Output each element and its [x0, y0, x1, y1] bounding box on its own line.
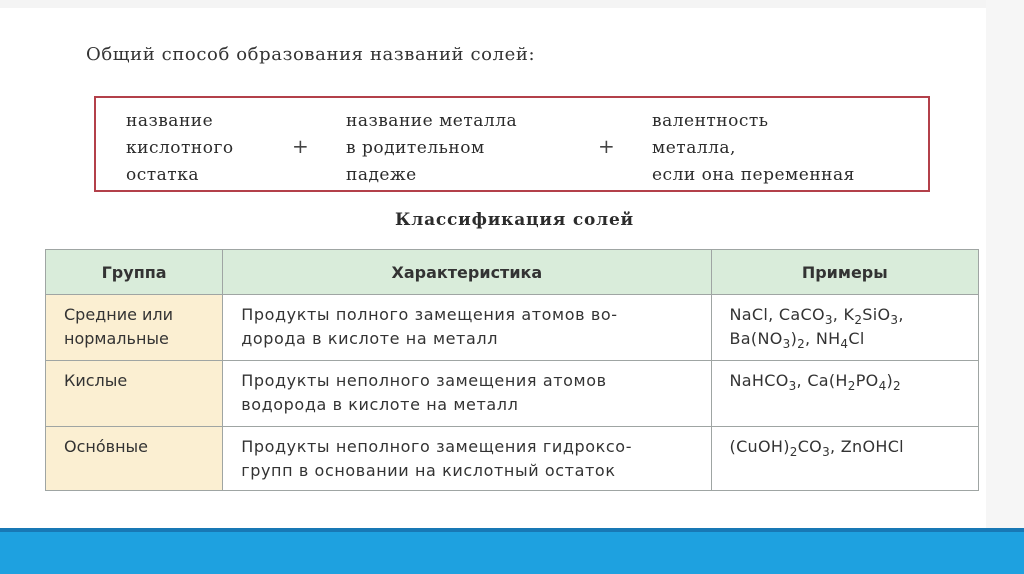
cell-line: Продукты полного замещения атомов во- [241, 305, 618, 324]
subscript: 3 [824, 313, 833, 327]
cell-line: групп в основании на кислотный остаток [241, 461, 616, 480]
cell-line: нормальные [64, 329, 169, 348]
examples-cell [711, 427, 978, 491]
subscript: 2 [854, 313, 863, 327]
formula-line: $(CuOH)_2CO_3$, ZnOHCl [729, 437, 904, 459]
formula-text: остатка [126, 165, 199, 185]
formula-text: название металла [346, 111, 518, 131]
cell-line: Продукты неполного замещения атомов [241, 371, 607, 390]
formula-text: если она переменная [652, 165, 855, 185]
formula-text: название [126, 111, 214, 131]
description-cell [223, 427, 711, 491]
cell-line: водорода в кислоте на металл [241, 395, 519, 414]
plus-sign: + [598, 134, 615, 158]
subscript: 2 [789, 445, 798, 459]
table-title: Классификация солей [395, 210, 634, 230]
cell-line: дорода в кислоте на металл [241, 329, 499, 348]
table-row [46, 295, 979, 361]
column-header-characteristic: Характеристика [223, 250, 711, 295]
column-header-examples: Примеры [711, 250, 978, 295]
cell-line: Средние или [64, 305, 174, 324]
page-heading: Общий способ образования названий солей: [86, 44, 536, 65]
table-header-row [46, 250, 979, 295]
subscript: 3 [890, 313, 899, 327]
subscript: 3 [782, 337, 791, 351]
formula-part-acid-residue [126, 108, 234, 189]
group-cell [46, 361, 223, 427]
subscript: 3 [822, 445, 831, 459]
table-row [46, 427, 979, 491]
formula-box [94, 96, 930, 192]
top-edge [0, 0, 1024, 8]
formula-line: $Ba(NO_3)_2$, $NH_4Cl$ [729, 329, 865, 351]
formula-text: металла, [652, 138, 736, 158]
table-row [46, 361, 979, 427]
description-cell [223, 361, 711, 427]
subscript: 2 [797, 337, 806, 351]
right-edge [986, 0, 1024, 532]
subscript: 3 [788, 379, 797, 393]
formula-part-valence [652, 108, 855, 189]
formula-text: кислотного [126, 138, 234, 158]
subscript: 4 [878, 379, 887, 393]
cell-line: Осно́вные [64, 437, 149, 456]
salts-classification-table [45, 249, 979, 491]
cell-line: Кислые [64, 371, 128, 390]
group-cell [46, 295, 223, 361]
formula-line: NaHCO$_3$, $Ca(H_2PO_4)_2$ [729, 371, 901, 393]
subscript: 2 [893, 379, 901, 393]
description-cell [223, 295, 711, 361]
examples-cell [711, 295, 978, 361]
group-cell [46, 427, 223, 491]
examples-cell [711, 361, 978, 427]
formula-part-metal-name [346, 108, 517, 189]
plus-sign: + [292, 134, 309, 158]
formula-text: в родительном [346, 138, 485, 158]
formula-text: падеже [346, 165, 417, 185]
subscript: 4 [840, 337, 849, 351]
column-header-group: Группа [46, 250, 223, 295]
formula-line: NaCl, CaCO$_3$, $K_2SiO_3$, [729, 305, 904, 327]
footer-bar [0, 532, 1024, 574]
formula-text: валентность [652, 111, 769, 131]
subscript: 2 [847, 379, 856, 393]
cell-line: Продукты неполного замещения гидроксо- [241, 437, 633, 456]
